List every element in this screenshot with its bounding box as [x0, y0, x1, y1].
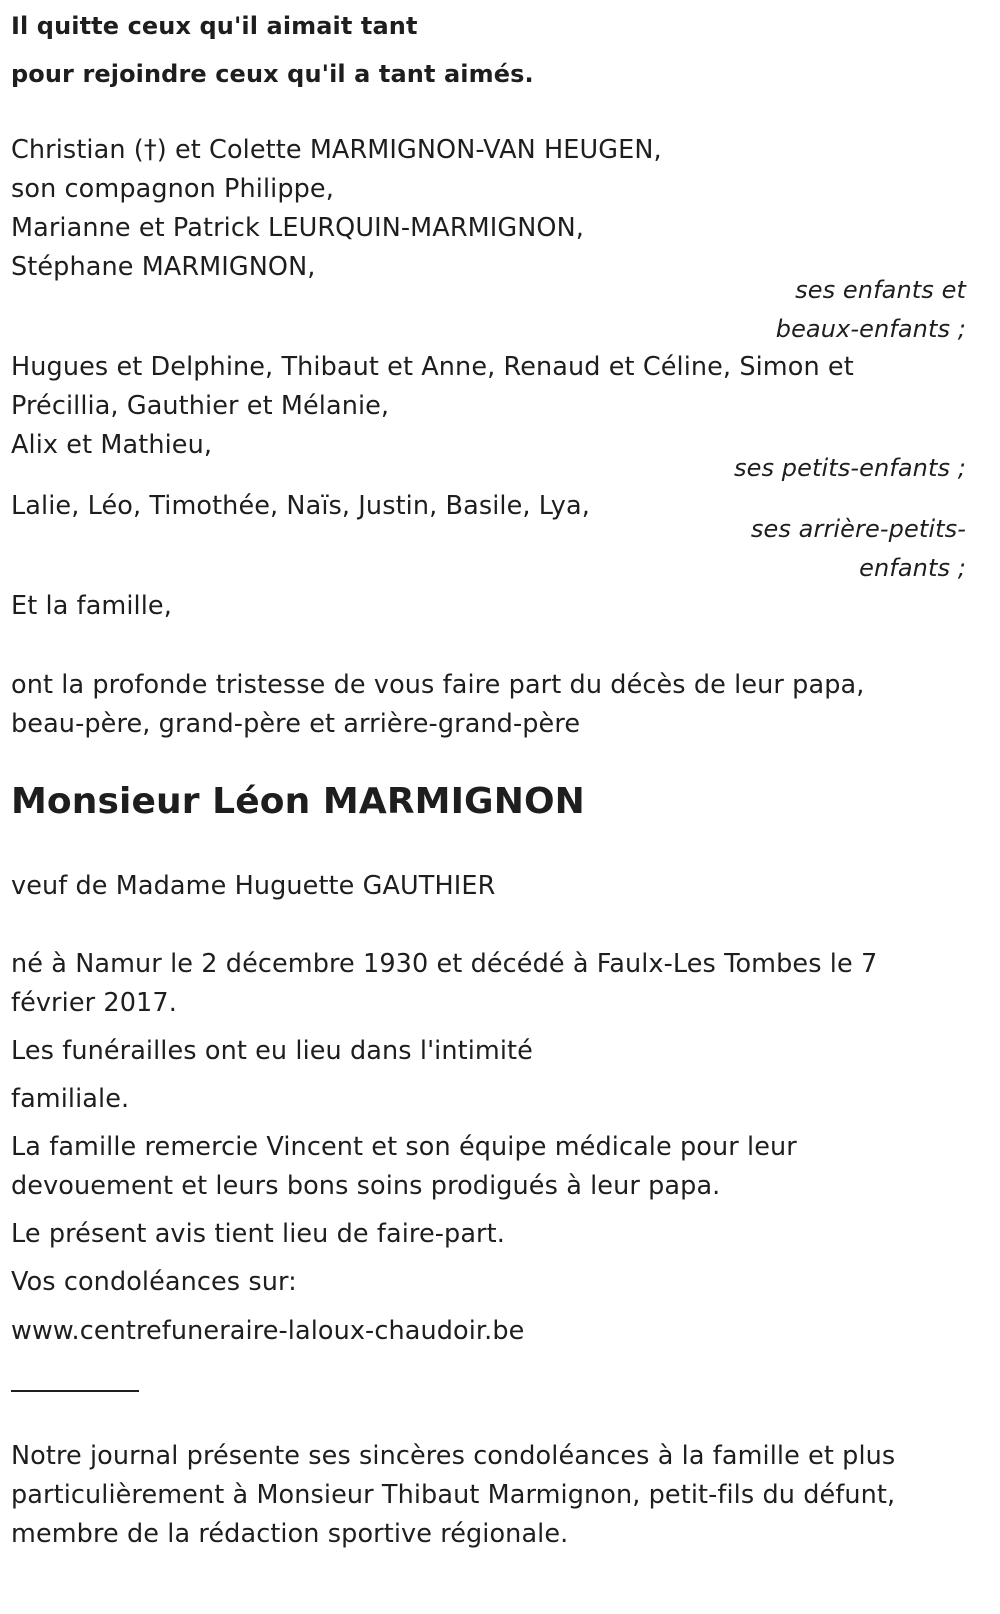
thanks-line-2: devouement et leurs bons soins prodigués à leur papa. — [11, 1171, 721, 1201]
journal-line-1: Notre journal présente ses sincères condoléances à la famille et plus — [11, 1441, 896, 1471]
great-grandchildren-role-2: enfants ; — [859, 554, 966, 582]
grandchildren-role: ses petits-enfants ; — [733, 454, 966, 482]
children-line-1: Christian (†) et Colette MARMIGNON-VAN HEUGEN, — [11, 135, 662, 165]
grandchildren-line-3: Alix et Mathieu, — [11, 430, 213, 460]
children-line-4: Stéphane MARMIGNON, — [11, 252, 316, 282]
children-line-2: son compagnon Philippe, — [11, 174, 334, 204]
children-role-2: beaux-enfants ; — [775, 315, 966, 343]
journal-line-2: particulièrement à Monsieur Thibaut Marmignon, petit-fils du défunt, — [11, 1480, 896, 1510]
great-grandchildren-line: Lalie, Léo, Timothée, Naïs, Justin, Basile, Lya, — [11, 491, 590, 521]
widower-line: veuf de Madame Huguette GAUTHIER — [11, 871, 496, 901]
epigraph-line-2: pour rejoindre ceux qu'il a tant aimés. — [11, 60, 534, 88]
grandchildren-line-2: Précillia, Gauthier et Mélanie, — [11, 391, 390, 421]
family-line: Et la famille, — [11, 591, 172, 621]
funeral-line-2: familiale. — [11, 1084, 130, 1114]
grandchildren-line-1: Hugues et Delphine, Thibaut et Anne, Renaud et Céline, Simon et — [11, 352, 854, 382]
children-line-3: Marianne et Patrick LEURQUIN-MARMIGNON, — [11, 213, 584, 243]
deceased-name: Monsieur Léon MARMIGNON — [11, 781, 585, 822]
epigraph-line-1: Il quitte ceux qu'il aimait tant — [11, 12, 418, 40]
condolences-url: www.centrefuneraire-laloux-chaudoir.be — [11, 1316, 525, 1346]
condolences-label: Vos condoléances sur: — [11, 1267, 297, 1297]
announcement-line-1: ont la profonde tristesse de vous faire part du décès de leur papa, — [11, 670, 865, 700]
notice-line: Le présent avis tient lieu de faire-part. — [11, 1219, 505, 1249]
great-grandchildren-role-1: ses arrière-petits- — [750, 515, 966, 543]
announcement-line-2: beau-père, grand-père et arrière-grand-père — [11, 709, 581, 739]
journal-line-3: membre de la rédaction sportive régionale. — [11, 1519, 569, 1549]
funeral-line-1: Les funérailles ont eu lieu dans l'intimité — [11, 1036, 533, 1066]
birth-death-line-1: né à Namur le 2 décembre 1930 et décédé à Faulx-Les Tombes le 7 — [11, 949, 878, 979]
children-role-1: ses enfants et — [795, 276, 966, 304]
thanks-line-1: La famille remercie Vincent et son équipe médicale pour leur — [11, 1132, 797, 1162]
separator-rule — [11, 1390, 139, 1392]
birth-death-line-2: février 2017. — [11, 988, 177, 1018]
